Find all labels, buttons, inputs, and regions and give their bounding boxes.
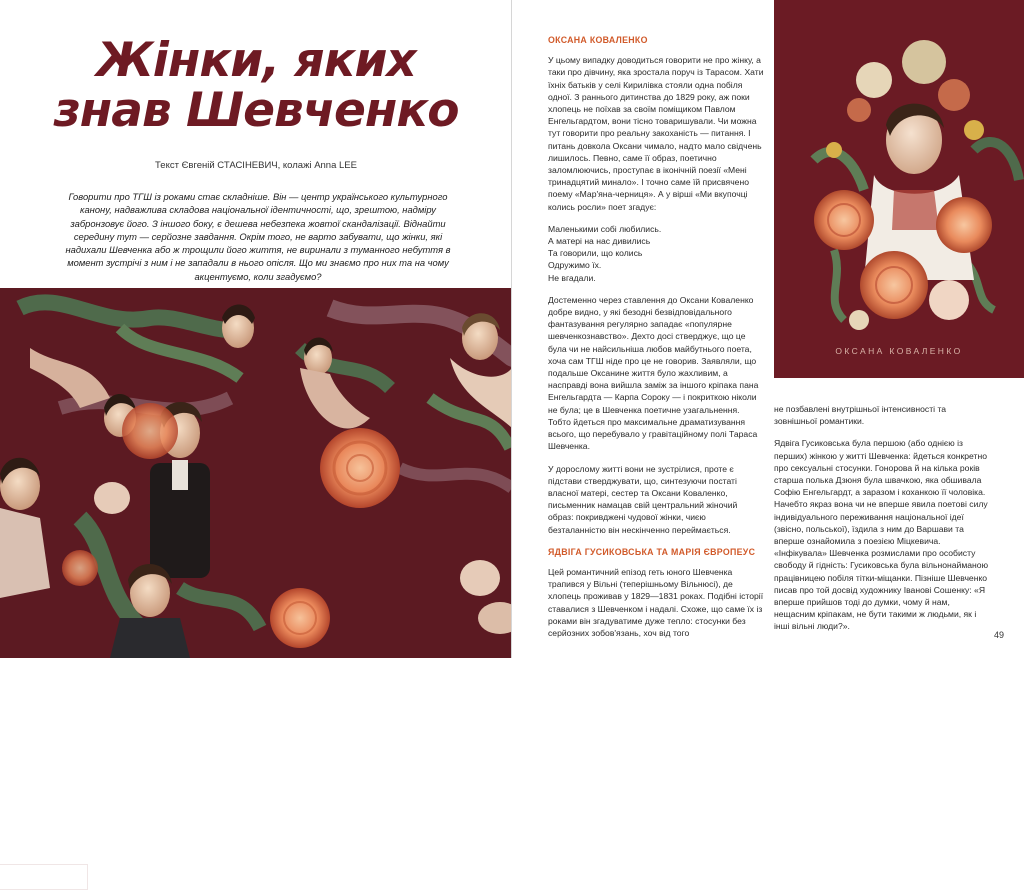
paragraph-4: Цей романтичний епізод геть юного Шевченка трапився у Вільні (теперішньому Вільнюсі), де хлопець проживав у 1829—1831 роках. Подібні історії ставалися з Шевченком і надалі. Схоже, що саме їх із роками він згадуватиме дуже тепло: стосунки без серйозних зобов'язань, хоч від того (548, 566, 764, 638)
text-column-2 (774, 403, 990, 643)
poem-line: Та говорили, що колись (548, 248, 643, 259)
portrait-caption: ОКСАНА КОВАЛЕНКО (835, 346, 963, 356)
poem-line: А матері на нас дивились (548, 236, 651, 247)
portrait-illustration (774, 0, 1024, 378)
paragraph-6: Ядвіга Гусиковська була першою (або однією із перших) жінкою у житті Шевченка: йдеться конкретно про сексуальні стосунки. Гонорова й на кілька років старша полька Дзюня була швачкою, яка обшивала Софію Енгельгардт, а заразом і коханкою її чоловіка. Начебто якраз вона чи не вперше явила поетові силу індивідуального переживання національної ідеї (звісно, польської), їздила з ним до Варшави та вперше ознайомила з поезією Міцкевича. «Інфікувала» Шевченка розмислами про особисту свободу й гідність: Гусиковська була вільнонайманою працівницею побіля тітки-міщанки. Пізніше Шевченко писав про той досвід художнику Іванові Сошенку: «Я вперше прийшов тоді до думки, чому й нам, нещасним кріпакам, не бути такими ж людьми, як і інші вільні люди?». (774, 438, 989, 632)
collage-artwork (0, 288, 512, 658)
title-line-1: Жінки, яких (96, 33, 416, 88)
section-heading-oksana: ОКСАНА КОВАЛЕНКО (548, 35, 648, 45)
poem-line: Одружимо їх. (548, 260, 602, 271)
portrait-artwork (774, 0, 1024, 378)
text-column-1 (548, 34, 764, 649)
paragraph-5: не позбавлені внутрішньої інтенсивності та зовнішньої романтики. (774, 404, 947, 427)
title-line-2: знав Шевченко (53, 83, 459, 138)
section-heading-yadviga: ЯДВІГА ГУСИКОВСЬКА ТА МАРІЯ ЄВРОПЕУС (548, 546, 756, 557)
poem-line: Маленькими собі любились. (548, 223, 662, 234)
right-page (512, 0, 1024, 658)
poem-line: Не вгадали. (548, 272, 596, 283)
section-tag: ЛЮБОВ (0, 864, 88, 890)
poem-quote (548, 223, 764, 284)
paragraph-2: Достеменно через ставлення до Оксани Коваленко добре видно, у які безодні безвідповідального фантазування регулярно западає «популярне шевченкознавство». Дехто досі стверджує, що це була чи не найсильніша любов майбутнього поета, хоча сам ТГШ ніде про це не говорив. Заявляли, що подальше Оксанине життя було жахливим, а насправді вона вийшла заміж за іншого кріпака пана Енгельгардта — Карпа Сороку — і покриткою ніколи не була; це в Шевченка поетичне узагальнення. Тобто йдеться про максимальне драматизування всього, що перебувало у гравітаційному полі Тараса Шевченка. (548, 294, 759, 452)
page-number: 49 (993, 630, 1004, 640)
lead-paragraph: Говорити про ТГШ із роками стає складніше. Він — центр українського культурного канону, надважлива складова національної ідентичності, що, зрештою, надміру забронзовує його. З іншого боку, є дешева небезпека жовтої скандалізації. Віднайти середину тут — серйозне завдання. Окрім того, не варто забувати, що жінки, які надихали Шевченка або ж трощили його життя, не виринали з туманного небуття в момент зустрічі з ним і не западали в нього опісля. Що ми знаємо про них та на чому акцентуємо, коли згадуємо? (65, 191, 451, 282)
article-title (0, 33, 512, 138)
collage-illustration (0, 288, 512, 883)
byline: Текст Євгеній СТАСІНЕВИЧ, колажі Anna LEE (155, 160, 357, 171)
paragraph-1: У цьому випадку доводиться говорити не про жінку, а таки про дівчину, яка зростала поруч із Тарасом. Хати їхніх батьків у селі Кирилівка стояли одна побіля одної. З раннього дитинства до 1829 року, аж поки хлопець не поїхав за своїм поміщиком Павлом Енгельгардтом, вони тісно товаришували. Чи можна тут говорити про реальну закоханість — питання. І питань довкола Оксани чимало, надто мало свідчень лишилось. Певно, саме її образ, поетично заломлюючись, проступає в іконічній поезії «Мені тринадцятий минало». І точно саме їй присвячено поему «Мар'яна-черниця». А у вірші «Ми вкупочці колись росли» поет згадує: (548, 55, 764, 212)
paragraph-3: У дорослому житті вони не зустрілися, проте є підстави стверджувати, що, синтезуючи постаті власної матері, сестер та Оксани Коваленко, письменник намацав свій центральний жіночий образ: покривджені чудової жінки, чиєю безталанністю він нескінченно переймається. (548, 463, 738, 535)
left-page (0, 0, 512, 883)
